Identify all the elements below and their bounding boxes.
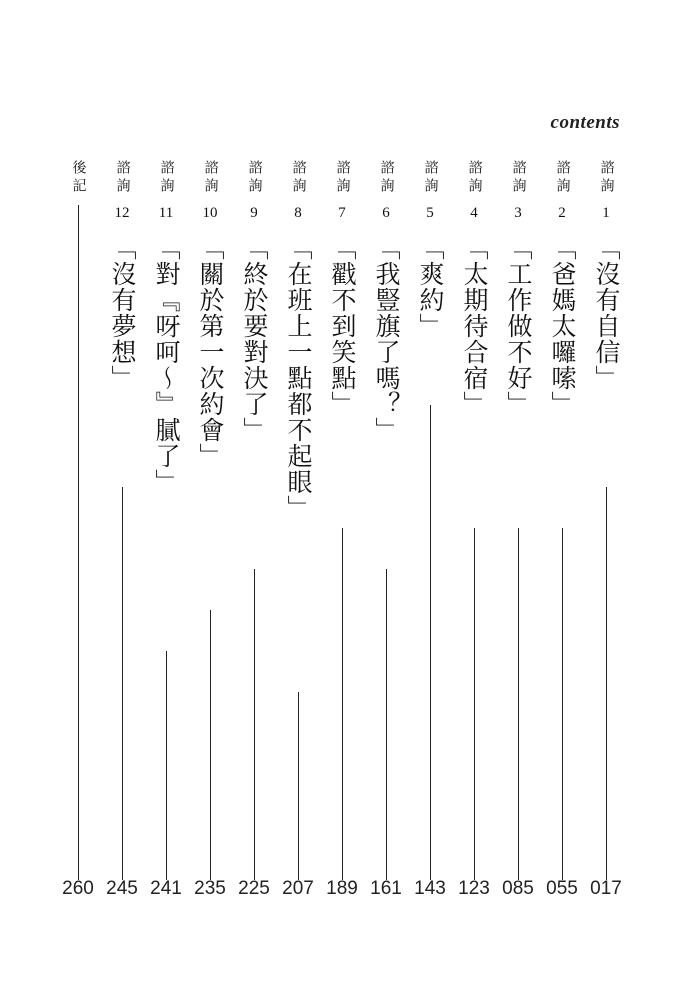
chapter-label: 諮詢 — [466, 160, 483, 196]
page-number: 085 — [502, 878, 534, 899]
chapter-label: 諮詢 — [554, 160, 571, 196]
leader-line — [254, 569, 255, 880]
chapter-number: 4 — [470, 205, 478, 221]
afterword-title: 後記 — [70, 160, 87, 196]
chapter-label: 諮詢 — [422, 160, 439, 196]
toc-entry[interactable] — [366, 0, 406, 1000]
page-number: 143 — [414, 878, 446, 899]
chapter-number: 3 — [514, 205, 522, 221]
chapter-number: 10 — [202, 205, 218, 221]
chapter-title: 「爸媽太囉嗦」 — [548, 235, 577, 417]
page-number: 225 — [238, 878, 270, 899]
toc-entry[interactable] — [542, 0, 582, 1000]
chapter-title: 「關於第一次約會」 — [196, 235, 225, 469]
chapter-title: 「太期待合宿」 — [460, 235, 489, 417]
chapter-number: 11 — [158, 205, 174, 221]
leader-line — [210, 610, 211, 880]
page-number: 207 — [282, 878, 314, 899]
chapter-label: 諮詢 — [378, 160, 395, 196]
leader-line — [386, 569, 387, 880]
toc-entry[interactable] — [322, 0, 362, 1000]
chapter-number: 2 — [558, 205, 566, 221]
chapter-title: 「我豎旗了嗎？」 — [372, 235, 401, 443]
page-number: 189 — [326, 878, 358, 899]
leader-line — [298, 692, 299, 880]
chapter-number: 6 — [382, 205, 390, 221]
toc-entry[interactable] — [454, 0, 494, 1000]
page-number: 241 — [150, 878, 182, 899]
chapter-label: 諮詢 — [334, 160, 351, 196]
leader-line — [430, 405, 431, 880]
toc-entry[interactable] — [586, 0, 626, 1000]
chapter-number: 9 — [250, 205, 258, 221]
toc-entry[interactable] — [146, 0, 186, 1000]
chapter-label: 諮詢 — [202, 160, 219, 196]
chapter-label: 諮詢 — [598, 160, 615, 196]
page-number: 245 — [106, 878, 138, 899]
chapter-title: 「沒有夢想」 — [108, 235, 137, 391]
page-number: 055 — [546, 878, 578, 899]
chapter-title: 「終於要對決了」 — [240, 235, 269, 443]
leader-line — [606, 487, 607, 880]
chapter-label: 諮詢 — [246, 160, 263, 196]
page-number: 161 — [370, 878, 402, 899]
chapter-title: 「在班上一點都不起眼」 — [284, 235, 313, 521]
contents-heading: contents — [550, 112, 620, 133]
chapter-label: 諮詢 — [510, 160, 527, 196]
leader-line — [562, 528, 563, 880]
toc-entry[interactable] — [102, 0, 142, 1000]
chapter-number: 12 — [114, 205, 130, 221]
leader-line — [78, 205, 79, 880]
toc-entry-afterword[interactable] — [58, 0, 98, 1000]
chapter-title: 「戳不到笑點」 — [328, 235, 357, 417]
chapter-label: 諮詢 — [290, 160, 307, 196]
leader-line — [122, 487, 123, 880]
chapter-title: 「沒有自信」 — [592, 235, 621, 391]
chapter-number: 7 — [338, 205, 346, 221]
page-number: 123 — [458, 878, 490, 899]
chapter-title: 「爽約」 — [416, 235, 445, 339]
page-number: 017 — [590, 878, 622, 899]
leader-line — [518, 528, 519, 880]
page-number: 235 — [194, 878, 226, 899]
toc-entry[interactable] — [278, 0, 318, 1000]
chapter-label: 諮詢 — [114, 160, 131, 196]
toc-entry[interactable] — [498, 0, 538, 1000]
leader-line — [342, 528, 343, 880]
toc-entry[interactable] — [190, 0, 230, 1000]
toc-entry[interactable] — [234, 0, 274, 1000]
page-number: 260 — [62, 878, 94, 899]
leader-line — [474, 528, 475, 880]
toc-entry[interactable] — [410, 0, 450, 1000]
leader-line — [166, 651, 167, 880]
chapter-label: 諮詢 — [158, 160, 175, 196]
chapter-title: 「工作做不好」 — [504, 235, 533, 417]
chapter-number: 1 — [602, 205, 610, 221]
chapter-title: 「對『呀呵～』膩了」 — [152, 235, 181, 495]
chapter-number: 5 — [426, 205, 434, 221]
chapter-number: 8 — [294, 205, 302, 221]
